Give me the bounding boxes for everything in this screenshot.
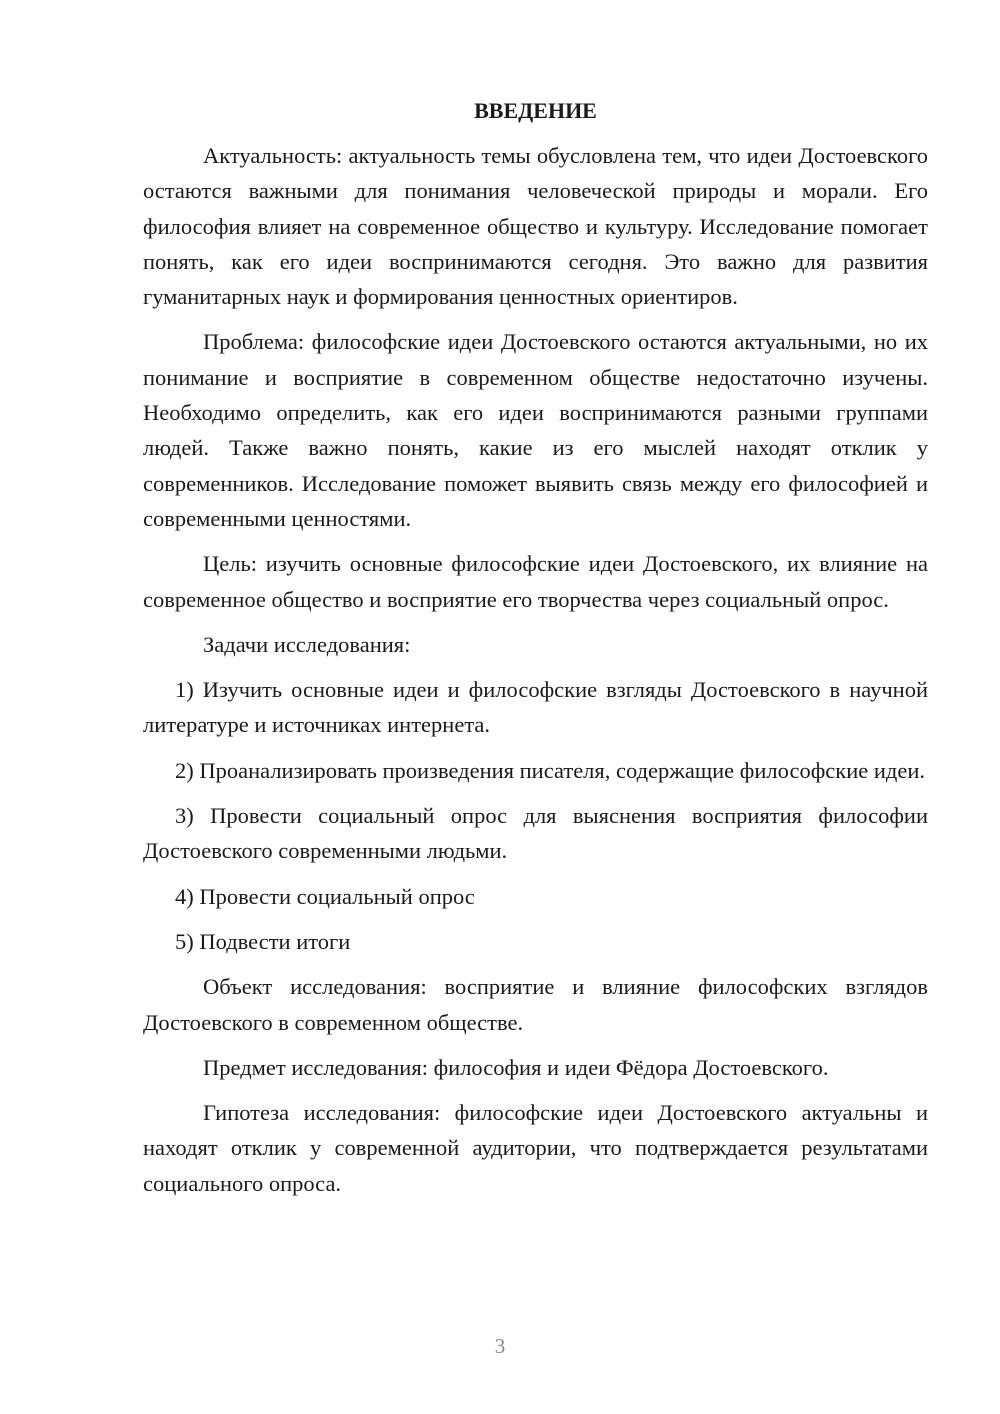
paragraph-tasks-heading: Задачи исследования: — [203, 631, 411, 657]
task-item-4: 4) Провести социальный опрос — [175, 883, 475, 909]
page-number: 3 — [494, 1334, 506, 1358]
paragraph-goal: Цель: изучить основные философские идеи Достоевского, их влияние на современное общество и восприятие его творчества через социальный опрос. — [143, 551, 928, 612]
paragraph-hypothesis: Гипотеза исследования: философские идеи Достоевского актуальны и находят отклик у современной аудитории, что подтверждается результатами социального опроса. — [143, 1100, 928, 1196]
task-item-3: 3) Провести социальный опрос для выяснения восприятия философии Достоевского современными людьми. — [143, 803, 928, 864]
section-heading: ВВЕДЕНИЕ — [474, 98, 597, 123]
task-item-2: 2) Проанализировать произведения писателя, содержащие философские идеи. — [175, 757, 925, 783]
paragraph-relevance: Актуальность: актуальность темы обусловлена тем, что идеи Достоевского остаются важными для понимания человеческой природы и морали. Его философия влияет на современное общество и культуру. Исследование помогает понять, как его идеи воспринимаются сегодня. Это важно для развития гуманитарных наук и формирования ценностных ориентиров. — [143, 143, 928, 310]
paragraph-problem: Проблема: философские идеи Достоевского остаются актуальными, но их понимание и восприятие в современном обществе недостаточно изучены. Необходимо определить, как его идеи воспринимаются разными группами людей. Также важно понять, какие из его мыслей находят отклик у современников. Исследование поможет выявить связь между его философией и современными ценностями. — [143, 329, 928, 531]
document-page — [143, 96, 928, 1211]
paragraph-object: Объект исследования: восприятие и влияние философских взглядов Достоевского в современном обществе. — [143, 974, 928, 1035]
task-item-1: 1) Изучить основные идеи и философские взгляды Достоевского в научной литературе и источниках интернета. — [143, 677, 928, 738]
paragraph-subject: Предмет исследования: философия и идеи Фёдора Достоевского. — [203, 1054, 829, 1080]
task-item-5: 5) Подвести итоги — [175, 928, 351, 954]
